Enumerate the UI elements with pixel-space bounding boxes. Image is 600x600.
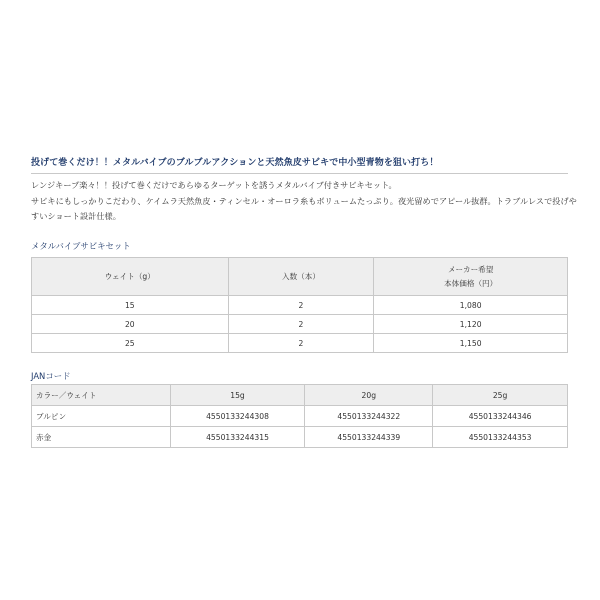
weight-20g-column-header: 20g	[305, 385, 433, 406]
table-row	[32, 334, 568, 353]
spec-table	[31, 257, 568, 353]
price-column-header	[374, 258, 568, 296]
weight-15g-column-header: 15g	[170, 385, 305, 406]
spec-table-title: メタルバイブサビキセット	[31, 241, 131, 251]
headline-divider	[31, 173, 568, 174]
jan-code-cell: 4550133244339	[305, 427, 433, 448]
jan-code-cell: 4550133244322	[305, 406, 433, 427]
table-row	[32, 296, 568, 315]
weight-25g-column-header: 25g	[433, 385, 568, 406]
weight-cell: 25	[32, 334, 229, 353]
jan-table-title: JANコード	[31, 371, 71, 381]
weight-column-header: ウェイト（g）	[32, 258, 229, 296]
price-header-line2: 本体価格（円）	[444, 278, 498, 288]
spec-table-header-row	[32, 258, 568, 296]
quantity-column-header: 入数（本）	[228, 258, 374, 296]
jan-code-cell: 4550133244353	[433, 427, 568, 448]
quantity-cell: 2	[228, 296, 374, 315]
product-description	[31, 178, 577, 225]
description-line: レンジキープ楽々！！投げて巻くだけであらゆるターゲットを誘うメタルバイブ付きサビキセット。	[31, 180, 397, 190]
weight-cell: 20	[32, 315, 229, 334]
jan-code-cell: 4550133244308	[170, 406, 305, 427]
description-line: すいショート設計仕様。	[31, 211, 121, 221]
quantity-cell: 2	[228, 315, 374, 334]
color-cell: ブルピン	[32, 406, 171, 427]
price-cell: 1,120	[374, 315, 568, 334]
color-weight-column-header: カラー／ウェイト	[32, 385, 171, 406]
description-line: サビキにもしっかりこだわり、ケイムラ天然魚皮・ティンセル・オーロラ糸もボリュームたっぷり。夜光留めでアピール抜群。トラブルレスで投げや	[31, 195, 577, 206]
quantity-cell: 2	[228, 334, 374, 353]
jan-table-header-row	[32, 385, 568, 406]
table-row	[32, 427, 568, 448]
price-cell: 1,080	[374, 296, 568, 315]
price-header-line1: メーカー希望	[447, 264, 494, 274]
weight-cell: 15	[32, 296, 229, 315]
color-cell: 赤金	[32, 427, 171, 448]
jan-code-cell: 4550133244315	[170, 427, 305, 448]
jan-table	[31, 384, 568, 448]
table-row	[32, 315, 568, 334]
price-cell: 1,150	[374, 334, 568, 353]
table-row	[32, 406, 568, 427]
product-headline: 投げて巻くだけ！！メタルバイブのブルブルアクションと天然魚皮サビキで中小型青物を狙い打ち！	[31, 158, 439, 168]
jan-code-cell: 4550133244346	[433, 406, 568, 427]
